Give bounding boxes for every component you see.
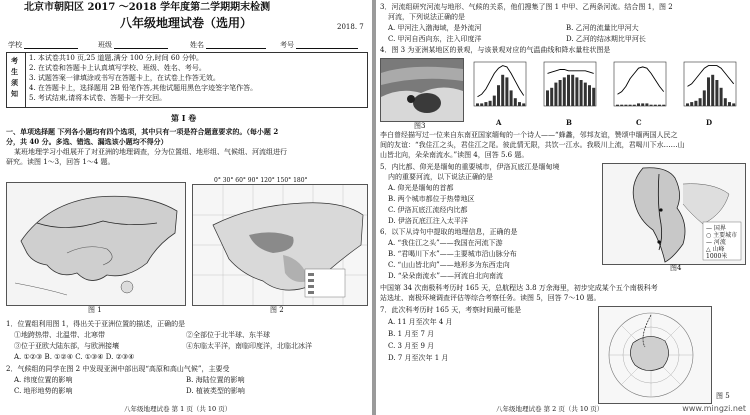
precip-bar: [476, 103, 479, 106]
page-2: [376, 0, 750, 415]
q2-option-c: C. 地形地势的影响: [14, 387, 73, 395]
q1-choices: A. ①②③ B. ①②④ C. ①③④ D. ②③④: [14, 353, 135, 361]
notice-label-3: 须: [11, 78, 18, 87]
precip-bar: [690, 102, 693, 106]
precip-bar: [588, 85, 591, 106]
figure-3-caption: 图3: [414, 122, 426, 130]
q2-option-d: D. 植被类型的影响: [186, 387, 245, 395]
chart-label-b: B: [566, 118, 572, 127]
question-4: 4．图 3 为亚洲某地区的景观，与该景观对应的气温曲线和降水量柱状图是: [380, 46, 611, 54]
notice-1: 1. 本试卷共10 页,25 道题,满分 100 分,时间 60 分钟。: [29, 54, 204, 62]
figure-2-climate-map: [192, 184, 368, 306]
notice-label-4: 知: [11, 89, 18, 98]
field-id: 考号: [280, 41, 294, 49]
precip-bar: [703, 90, 706, 106]
watermark: www.mingzi.net: [682, 404, 746, 413]
landscape-photo-icon: [381, 59, 463, 121]
q2-option-b: B. 海陆位置的影响: [186, 376, 245, 384]
precip-bar: [505, 77, 508, 106]
precip-bar: [654, 105, 657, 106]
q1-option-3: ③位于亚欧大陆东部，与欧洲接壤: [14, 342, 119, 350]
precip-bar: [480, 103, 483, 106]
chart-label-c: C: [636, 118, 642, 127]
precip-bar: [546, 90, 549, 106]
precip-bar: [641, 103, 644, 106]
precip-bar: [580, 80, 583, 106]
antarctica-map-icon: [599, 307, 711, 403]
q1-option-2: ②全部位于北半球、东半球: [186, 331, 270, 339]
precip-bar: [707, 77, 710, 106]
precip-bar: [567, 75, 570, 106]
q6-option-b: B. “君喝川下水”——主要城市沿山脉分布: [388, 250, 517, 258]
precip-bar: [694, 101, 697, 106]
precip-bar: [554, 83, 557, 106]
question-7: 7．此次科考历时 165 天，考察时间最可能是: [380, 306, 522, 314]
page-1: [0, 0, 372, 415]
q6-option-a: A. “我住江之头”——我国在河流下游: [388, 239, 503, 247]
figure-5-caption: 图 5: [716, 392, 730, 400]
notice-2: 2. 在试卷和答题卡上认真填写学校、班级、姓名、考号。: [29, 64, 206, 72]
precip-bar: [629, 105, 632, 106]
q5-option-b: B. 两个城市都位于热带地区: [388, 195, 475, 203]
q3-option-c: C. 甲河自西向东，注入印度洋: [388, 35, 482, 43]
precip-bar: [563, 77, 566, 106]
figure-5-map: [598, 306, 712, 404]
q1-option-4: ④东临太平洋，南临印度洋，北临北冰洋: [186, 342, 312, 350]
q7-option-c: C. 3 月至 9 月: [388, 342, 435, 350]
question-3-b: 河流，下列说法正确的是: [388, 13, 465, 21]
field-school: 学校: [8, 41, 22, 49]
legend-river: — 河流: [706, 239, 726, 246]
question-3: 3．河流组研究河流与地形、气候的关系，他们搜集了图 1 中甲、乙两条河流。结合图 1，图 2: [380, 3, 673, 11]
precip-bar: [633, 105, 636, 106]
section-title: 第 Ⅰ 卷: [171, 113, 197, 123]
figure-3-photo: [380, 58, 464, 122]
section-intro: 一、单项选择题 下列各小题均有四个选项，其中只有一项是符合题意要求的。（每小题 2: [6, 127, 279, 136]
exam-header: 北京市朝阳区 2017 ～2018 学年度第二学期期末检测: [24, 2, 271, 13]
section-intro-2: 分，共 40 分。多选、错选、漏选该小题均不得分）: [6, 137, 168, 146]
precip-bar: [620, 105, 623, 106]
notice-4: 4. 在答题卡上，选择题用 2B 铅笔作答,其他试题用黑色字迹签字笔作答。: [29, 84, 258, 92]
precip-bar: [711, 75, 714, 106]
precip-bar: [522, 103, 525, 106]
precip-bar: [662, 105, 665, 106]
precip-bar: [699, 98, 702, 106]
exam-title: 八年级地理试卷（选用）: [120, 16, 253, 30]
precip-bar: [728, 102, 731, 106]
question-5: 5．内比都、仰光是缅甸的重要城市，伊洛瓦底江是缅甸境: [380, 163, 560, 171]
precip-bar: [720, 88, 723, 106]
precip-bar: [732, 103, 735, 106]
exam-date: 2018. 7: [337, 23, 364, 31]
lead-line-2: 研究。读图 1～3，回答 1～4 题。: [6, 158, 115, 166]
notice-label-1: 考: [11, 56, 18, 65]
q7-intro-2: 站选址、南极环境调查评估等综合考察任务。读图 5，回答 7～10 题。: [380, 294, 601, 302]
question-2: 2．气候组的同学在图 2 中发现亚洲中部出现“高原和高山气候”，主要受: [6, 365, 230, 373]
field-name: 姓名: [190, 41, 204, 49]
notice-3: 3. 试题答案一律填涂或书写在答题卡上，在试卷上作答无效。: [29, 74, 220, 82]
precip-bar: [658, 105, 661, 106]
precip-bar: [489, 101, 492, 106]
poem-intro: 李白曾经描写过一位来自东南亚国家缅甸的一个诗人——“蜂蠡，邻邦友谊，赞颂中缅两国人民之: [380, 131, 678, 139]
precip-bar: [559, 80, 562, 106]
precip-bar: [584, 83, 587, 106]
page-1-footer: 八年级地理试卷 第 1 页（共 10 页）: [124, 405, 232, 413]
figure-2-longitudes: 0° 30° 60° 90° 120° 150° 180°: [214, 177, 308, 184]
question-1: 1．位置组利用图 1，得出关于亚洲位置的描述，正确的是: [6, 320, 186, 328]
precip-bar: [510, 90, 513, 106]
precip-bar: [518, 102, 521, 106]
q7-option-b: B. 1 月至 7 月: [388, 330, 435, 338]
precip-bar: [624, 105, 627, 106]
precip-bar: [514, 98, 517, 106]
lead-line-1: 某班地理学习小组展开了对亚洲的地理调查，分为位置组、地形组、气候组、河流组进行: [14, 148, 287, 156]
field-class: 班级: [98, 41, 112, 49]
notice-label-2: 生: [11, 67, 18, 76]
q3-option-d: D. 乙河的结冰期比甲河长: [566, 35, 646, 43]
notice-5: 5. 考试结束,请将本试卷、答题卡一并交回。: [29, 94, 167, 102]
precip-bar: [592, 88, 595, 106]
figure-1-map: [6, 182, 186, 306]
q7-option-a: A. 11 月至次年 4 月: [388, 318, 453, 326]
precip-bar: [637, 103, 640, 106]
q3-option-a: A. 甲河注入渤海域，是外流河: [388, 24, 482, 32]
chart-label-d: D: [706, 118, 713, 127]
figure-1-caption: 图 1: [88, 306, 102, 314]
precip-bar: [575, 77, 578, 106]
q6-option-c: C. “山山皆北向”——地形多为东西走向: [388, 261, 510, 269]
precip-bar: [484, 102, 487, 106]
q3-option-b: B. 乙河的流量比甲河大: [566, 24, 639, 32]
precip-bar: [550, 88, 553, 106]
q5-option-a: A. 仰光是缅甸的首都: [388, 184, 454, 192]
poem-line-3: 山皆北向，朵朵南流水。”读图 4，回答 5.6 题。: [380, 151, 529, 159]
q5-option-c: C. 伊洛瓦底江流经内比都: [388, 206, 468, 214]
precip-bar: [571, 75, 574, 106]
precip-bar: [645, 103, 648, 106]
q2-option-a: A. 纬度位置的影响: [14, 376, 73, 384]
question-5-b: 内的重要河流，以下说法正确的是: [388, 173, 493, 181]
figure-4-caption: 图4: [670, 264, 682, 272]
q1-option-1: ①地跨热带、北温带、北寒带: [14, 331, 105, 339]
precip-bar: [715, 80, 718, 106]
q7-intro: 中国第 34 次南极科考历时 165 天，总航程达 3.8 万余海里，初步完成某个五个南极科考: [380, 284, 658, 292]
question-6: 6．以下从诗句中提取的地理信息，正确的是: [380, 228, 518, 236]
legend-elevation: 1000米: [706, 253, 728, 260]
climate-chart-d: [678, 58, 742, 116]
asia-map-icon: [7, 183, 185, 305]
precip-bar: [650, 105, 653, 106]
precip-bar: [497, 85, 500, 106]
q6-option-d: D. “朵朵南流水”——河流自北向南流: [388, 272, 503, 280]
figure-2-caption: 图 2: [270, 306, 284, 314]
precip-bar: [616, 105, 619, 106]
legend-peak: △ 山峰: [706, 246, 725, 253]
legend-border: — 国界: [706, 225, 726, 232]
legend-city: ○ 主要城市: [706, 232, 738, 239]
chart-label-a: A: [496, 118, 502, 127]
precip-bar: [724, 98, 727, 106]
climate-map-icon: [193, 185, 367, 305]
poem-line-2: 间的友谊：“我住江之头，君住江之尾。彼此情无限，共饮一江水。我吸川上流，君喝川下水……山: [380, 141, 685, 149]
q7-option-d: D. 7 月至次年 1 月: [388, 354, 449, 362]
precip-bar: [501, 75, 504, 106]
precip-bar: [493, 96, 496, 106]
q5-option-d: D. 伊洛瓦底江注入太平洋: [388, 217, 468, 225]
climate-chart-b: [538, 58, 602, 116]
climate-chart-c: [608, 58, 672, 116]
climate-chart-a: [468, 58, 532, 116]
page-2-footer: 八年级地理试卷 第 2 页（共 10 页）: [496, 405, 604, 413]
precip-bar: [686, 103, 689, 106]
